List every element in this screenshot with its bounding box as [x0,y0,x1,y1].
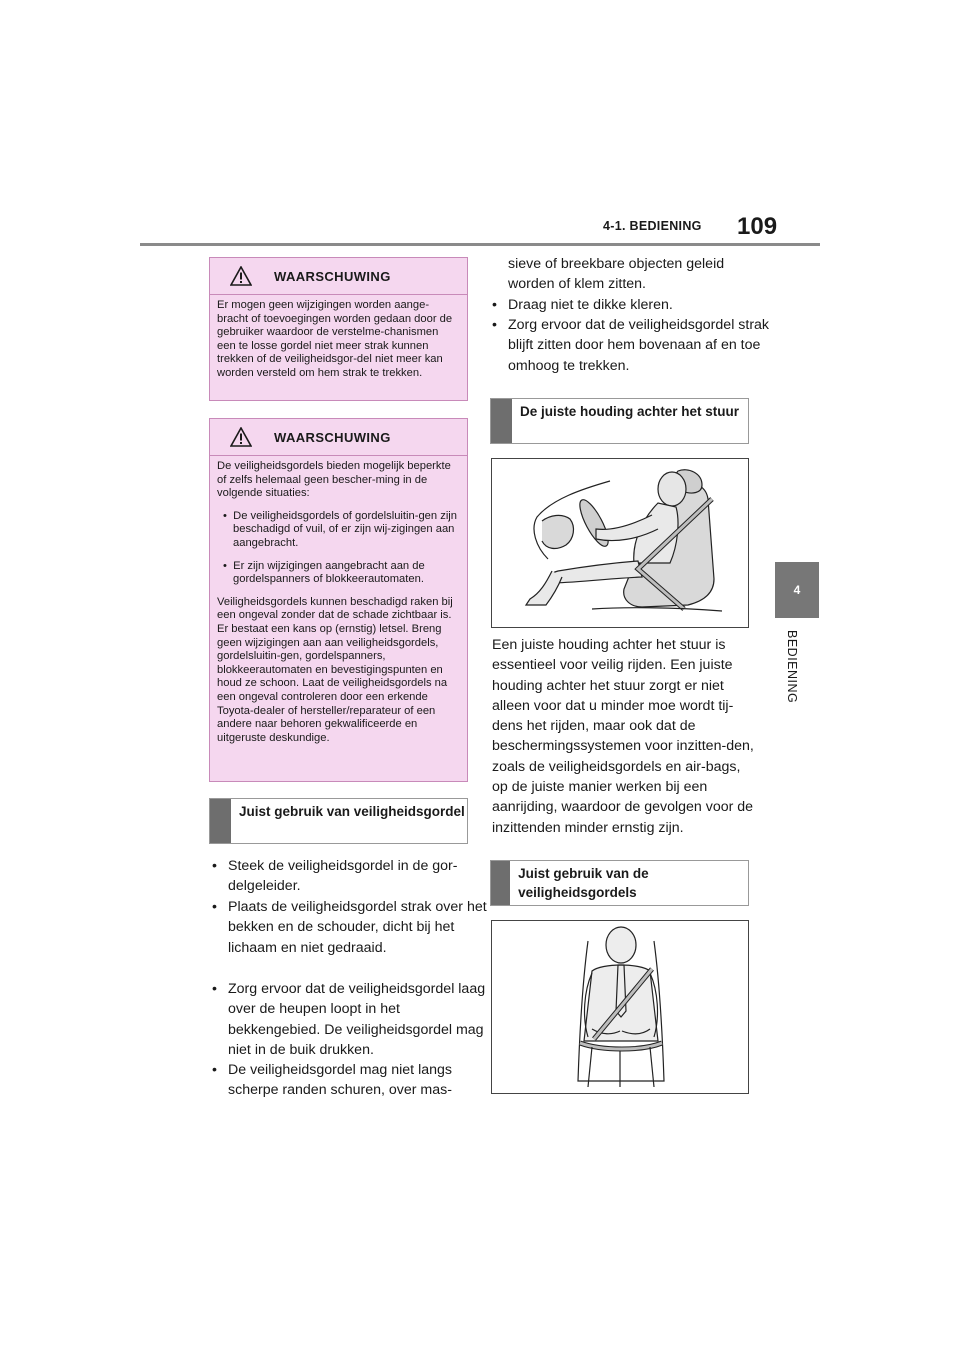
warning-divider [210,455,467,456]
warning-divider [210,294,467,295]
warning-bullet: • Er zijn wijzigingen aangebracht aan de gordelspanners of blokkeerautomaten. [223,559,425,586]
list-item: • Steek de veiligheidsgordel in de gor-delgeleider. [212,858,458,895]
seatbelt-front-view-illustration [491,920,749,1094]
section-heading-driving-posture [490,398,749,444]
list-item: • Zorg ervoor dat de veiligheidsgordel laag over de heupen loopt in het bekkengebied. De veiligheidsgordel mag niet in de buik drukken. [212,981,486,1058]
warning-outro: Veiligheidsgordels kunnen beschadigd raken bij een ongeval zonder dat de schade zichtbaar is. Er bestaat een kans op (ernstig) letsel. Breng geen wijzigingen aan aan veiligheidsgordels, gordelsluitin-gen, gordelspanners, blokkeerautomaten en bevestigingspunten en houd ze schoon. Laat de veiligheidsgordels na een ongeval controleren door een erkende Toyota-dealer of hersteller/reparateur of een andere naar behoren gekwalificeerde en uitgeruste deskundige. [217,595,453,744]
list-item: • Draag niet te dikke kleren. [492,297,673,313]
section-heading-seatbelts-use [490,860,749,906]
warning-title: WAARSCHUWING [274,429,391,445]
chapter-label: BEDIENING [785,630,799,704]
chapter-tab: 4 [775,562,819,618]
posture-paragraph: Een juiste houding achter het stuur is essentieel voor veilig rijden. Een juiste houding achter het stuur zorgt er niet alleen voor dat u minder moe wordt tij-dens het rijden, maar ook dat de beschermingssystemen voor inzitten-den, zoals de veiligheidsgordels en air-bags, op de juiste manier werken bij een aanrijding, waardoor de gevolgen voor de inzittenden minder ernstig zijn. [492,637,754,836]
warning-intro: De veiligheidsgordels bieden mogelijk beperkte of zelfs helemaal geen bescher-ming in de volgende situaties: [217,460,451,500]
warning-triangle-icon [230,427,252,447]
section-heading-bar [210,799,231,843]
section-heading-title: Juist gebruik van veiligheidsgordel [239,804,465,819]
warning-triangle-icon [230,266,252,286]
section-heading-bar [491,861,510,905]
section-heading-title: Juist gebruik van de veiligheidsgordels [518,866,649,900]
page-number: 109 [737,213,778,240]
list-item: • Zorg ervoor dat de veiligheidsgordel strak blijft zitten door hem bovenaan af en toe omhoog te trekken. [492,317,770,374]
warning-title: WAARSCHUWING [274,268,391,284]
warning-header [217,262,460,290]
section-heading-title: De juiste houding achter het stuur [520,404,740,419]
driving-posture-illustration [491,458,749,628]
warning-text: Er mogen geen wijzigingen worden aange-bracht of toevoegingen worden gedaan door de gebruiker waardoor de verstelme-chanismen een te losse gordel niet meer strak kunnen trekken of de veiligheidsgor-del niet meer kan worden versteld om hem strak te trekken. [217,299,453,379]
section-heading-bar [491,399,512,443]
section-heading-seatbelt-use [209,798,468,844]
list-item: • Plaats de veiligheidsgordel strak over het bekken en de schouder, dicht bij het lichaam en niet gedraaid. [212,899,487,956]
occupant-seatbelt-drawing [492,921,748,1093]
continuation-text: sieve of breekbare objecten geleid worden of klem zitten. [508,256,725,293]
list-item: • De veiligheidsgordel mag niet langs scherpe randen schuren, over mas- [212,1062,452,1099]
warning-box-adjustments [209,257,468,401]
driver-seatbelt-drawing [492,459,748,627]
section-header: 4-1. BEDIENING [603,219,702,233]
header-divider [140,243,820,246]
warning-box-limited-protection [209,418,468,782]
warning-header [217,423,460,451]
warning-bullet: • De veiligheidsgordels of gordelsluitin-gen zijn beschadigd of vuil, of er zijn wij-zigingen aan aangebracht. [223,509,458,549]
